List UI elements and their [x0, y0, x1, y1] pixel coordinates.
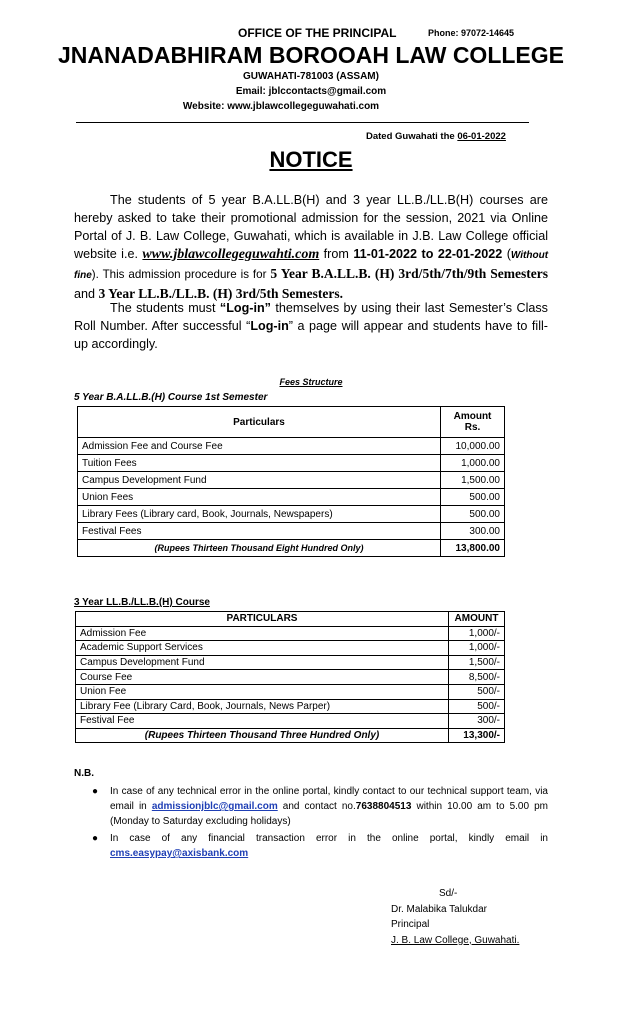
signatory-org: J. B. Law College, Guwahati. — [391, 934, 520, 946]
dated-prefix: Dated Guwahati the — [366, 131, 458, 142]
table-row — [78, 438, 505, 455]
table-row — [78, 472, 505, 489]
particular-cell: Course Fee — [76, 670, 449, 685]
phone-number: Phone: 97072-14645 — [428, 28, 515, 38]
table1-title: 5 Year B.A.LL.B.(H) Course 1st Semester — [74, 392, 268, 403]
fees-table-5yr — [77, 406, 505, 557]
notice-title: NOTICE — [269, 147, 353, 172]
particular-cell: Campus Development Fund — [76, 655, 449, 670]
signatory-name: Dr. Malabika Talukdar — [391, 903, 487, 915]
signatory-role: Principal — [391, 919, 430, 930]
course-5yr: 5 Year B.A.LL.B. (H) 3rd/5th/7th/9th Semesters — [270, 266, 548, 281]
amount-cell: 500/- — [449, 699, 505, 714]
bullet-icon: ● — [92, 833, 99, 844]
table-header-row — [76, 612, 505, 627]
nb2-text-a: In case of any financial transaction error in the online portal, kindly email in — [110, 833, 548, 844]
amount-cell: 300.00 — [441, 523, 505, 540]
particular-cell: Festival Fees — [78, 523, 441, 540]
table-row — [76, 699, 505, 714]
amount-cell: 500.00 — [441, 489, 505, 506]
college-address: GUWAHATI-781003 (ASSAM) — [243, 71, 379, 82]
para1-text-d: ). This admission procedure is for — [91, 268, 271, 281]
college-email: Email: jblccontacts@gmail.com — [235, 86, 387, 97]
particular-cell: Campus Development Fund — [78, 472, 441, 489]
login-term-2: Log-in — [250, 319, 289, 333]
total-label: (Rupees Thirteen Thousand Eight Hundred Only) — [78, 540, 441, 557]
para2-text-a: The students must — [110, 301, 220, 315]
table-row — [76, 641, 505, 656]
table2-title: 3 Year LL.B./LL.B.(H) Course — [74, 597, 210, 608]
table-total-row — [76, 728, 505, 743]
amount-cell: 500.00 — [441, 506, 505, 523]
list-item — [92, 831, 548, 861]
nb-list — [92, 784, 548, 863]
table-row — [76, 684, 505, 699]
para1-text-e: and — [74, 287, 99, 301]
amount-cell: 10,000.00 — [441, 438, 505, 455]
signature-sd: Sd/- — [439, 888, 458, 899]
amount-cell: 1,500.00 — [441, 472, 505, 489]
office-label: OFFICE OF THE PRINCIPAL — [238, 26, 397, 40]
notice-paragraph-2 — [74, 299, 548, 353]
para2-text-b: themselves by using their last Semester’s Class Roll Number. After successful “ — [74, 301, 548, 333]
amount-cell: 300/- — [449, 714, 505, 729]
table-row — [76, 670, 505, 685]
portal-link[interactable]: www.jblawcollegeguwahti.com — [142, 247, 320, 262]
bullet-icon: ● — [92, 786, 99, 797]
signature-block — [391, 886, 519, 948]
without-fine-note: Without fine — [74, 250, 549, 281]
particular-cell: Admission Fee — [76, 626, 449, 641]
particular-cell: Union Fees — [78, 489, 441, 506]
college-name: JNANADABHIRAM BOROOAH LAW COLLEGE — [58, 42, 564, 68]
amount-cell: 8,500/- — [449, 670, 505, 685]
dated-date: 06-01-2022 — [457, 131, 506, 142]
dated-line — [366, 131, 506, 142]
nb-label: N.B. — [74, 768, 94, 779]
payment-email-link[interactable]: cms.easypay@axisbank.com — [110, 848, 249, 859]
para1-text-a: The students of 5 year B.A.LL.B(H) and 3 year LL.B./LL.B(H) courses are hereby asked to take their promotional admission for the session, 2021 via Online Portal of J. B. Law College, Guwahati, which is available in J.B. Law College official website i.e. — [74, 193, 548, 261]
col-amount: Amount Rs. — [441, 407, 505, 438]
table-total-row — [78, 540, 505, 557]
notice-paragraph-1 — [74, 191, 548, 303]
col-particulars: PARTICULARS — [76, 612, 449, 627]
particular-cell: Library Fees (Library card, Book, Journals, Newspapers) — [78, 506, 441, 523]
login-term-1: “Log-in” — [219, 301, 271, 315]
particular-cell: Library Fee (Library Card, Book, Journals, News Parper) — [76, 699, 449, 714]
list-item — [92, 784, 548, 829]
table-row — [76, 655, 505, 670]
table-row — [78, 523, 505, 540]
header-divider — [76, 122, 529, 123]
table-row — [78, 455, 505, 472]
college-website: Website: www.jblawcollegeguwahati.com — [182, 101, 380, 112]
amount-cell: 1,000/- — [449, 641, 505, 656]
col-amount: AMOUNT — [449, 612, 505, 627]
particular-cell: Academic Support Services — [76, 641, 449, 656]
fees-structure-title: Fees Structure — [279, 377, 343, 387]
amount-cell: 1,000/- — [449, 626, 505, 641]
para1-text-b: from — [319, 247, 354, 261]
admission-dates: 11-01-2022 to 22-01-2022 — [353, 247, 503, 261]
support-phone: 7638804513 — [355, 801, 412, 812]
particular-cell: Admission Fee and Course Fee — [78, 438, 441, 455]
particular-cell: Festival Fee — [76, 714, 449, 729]
table-row — [78, 506, 505, 523]
amount-cell: 500/- — [449, 684, 505, 699]
para2-text-c: ” a page will appear and students have to fill-up accordingly. — [74, 319, 548, 351]
para1-text-c: ( — [502, 247, 511, 261]
total-amount: 13,300/- — [449, 728, 505, 743]
col-particulars: Particulars — [78, 407, 441, 438]
table-row — [78, 489, 505, 506]
nb1-text-a: In case of any technical error in the online portal, kindly contact to our technical support team, via email in — [110, 786, 548, 812]
course-3yr: 3 Year LL.B./LL.B. (H) 3rd/5th Semesters. — [98, 286, 344, 301]
support-email-link[interactable]: admissionjblc@gmail.com — [151, 801, 278, 812]
amount-cell: 1,500/- — [449, 655, 505, 670]
fees-table-3yr — [75, 611, 505, 743]
particular-cell: Union Fee — [76, 684, 449, 699]
amount-cell: 1,000.00 — [441, 455, 505, 472]
nb1-text-c: within 10.00 am to 5.00 pm (Monday to Saturday excluding holidays) — [110, 801, 548, 827]
table-row — [76, 714, 505, 729]
particular-cell: Tuition Fees — [78, 455, 441, 472]
table-row — [76, 626, 505, 641]
nb1-text-b: and contact no. — [277, 801, 356, 812]
table-header-row — [78, 407, 505, 438]
total-amount: 13,800.00 — [441, 540, 505, 557]
total-label: (Rupees Thirteen Thousand Three Hundred Only) — [76, 728, 449, 743]
